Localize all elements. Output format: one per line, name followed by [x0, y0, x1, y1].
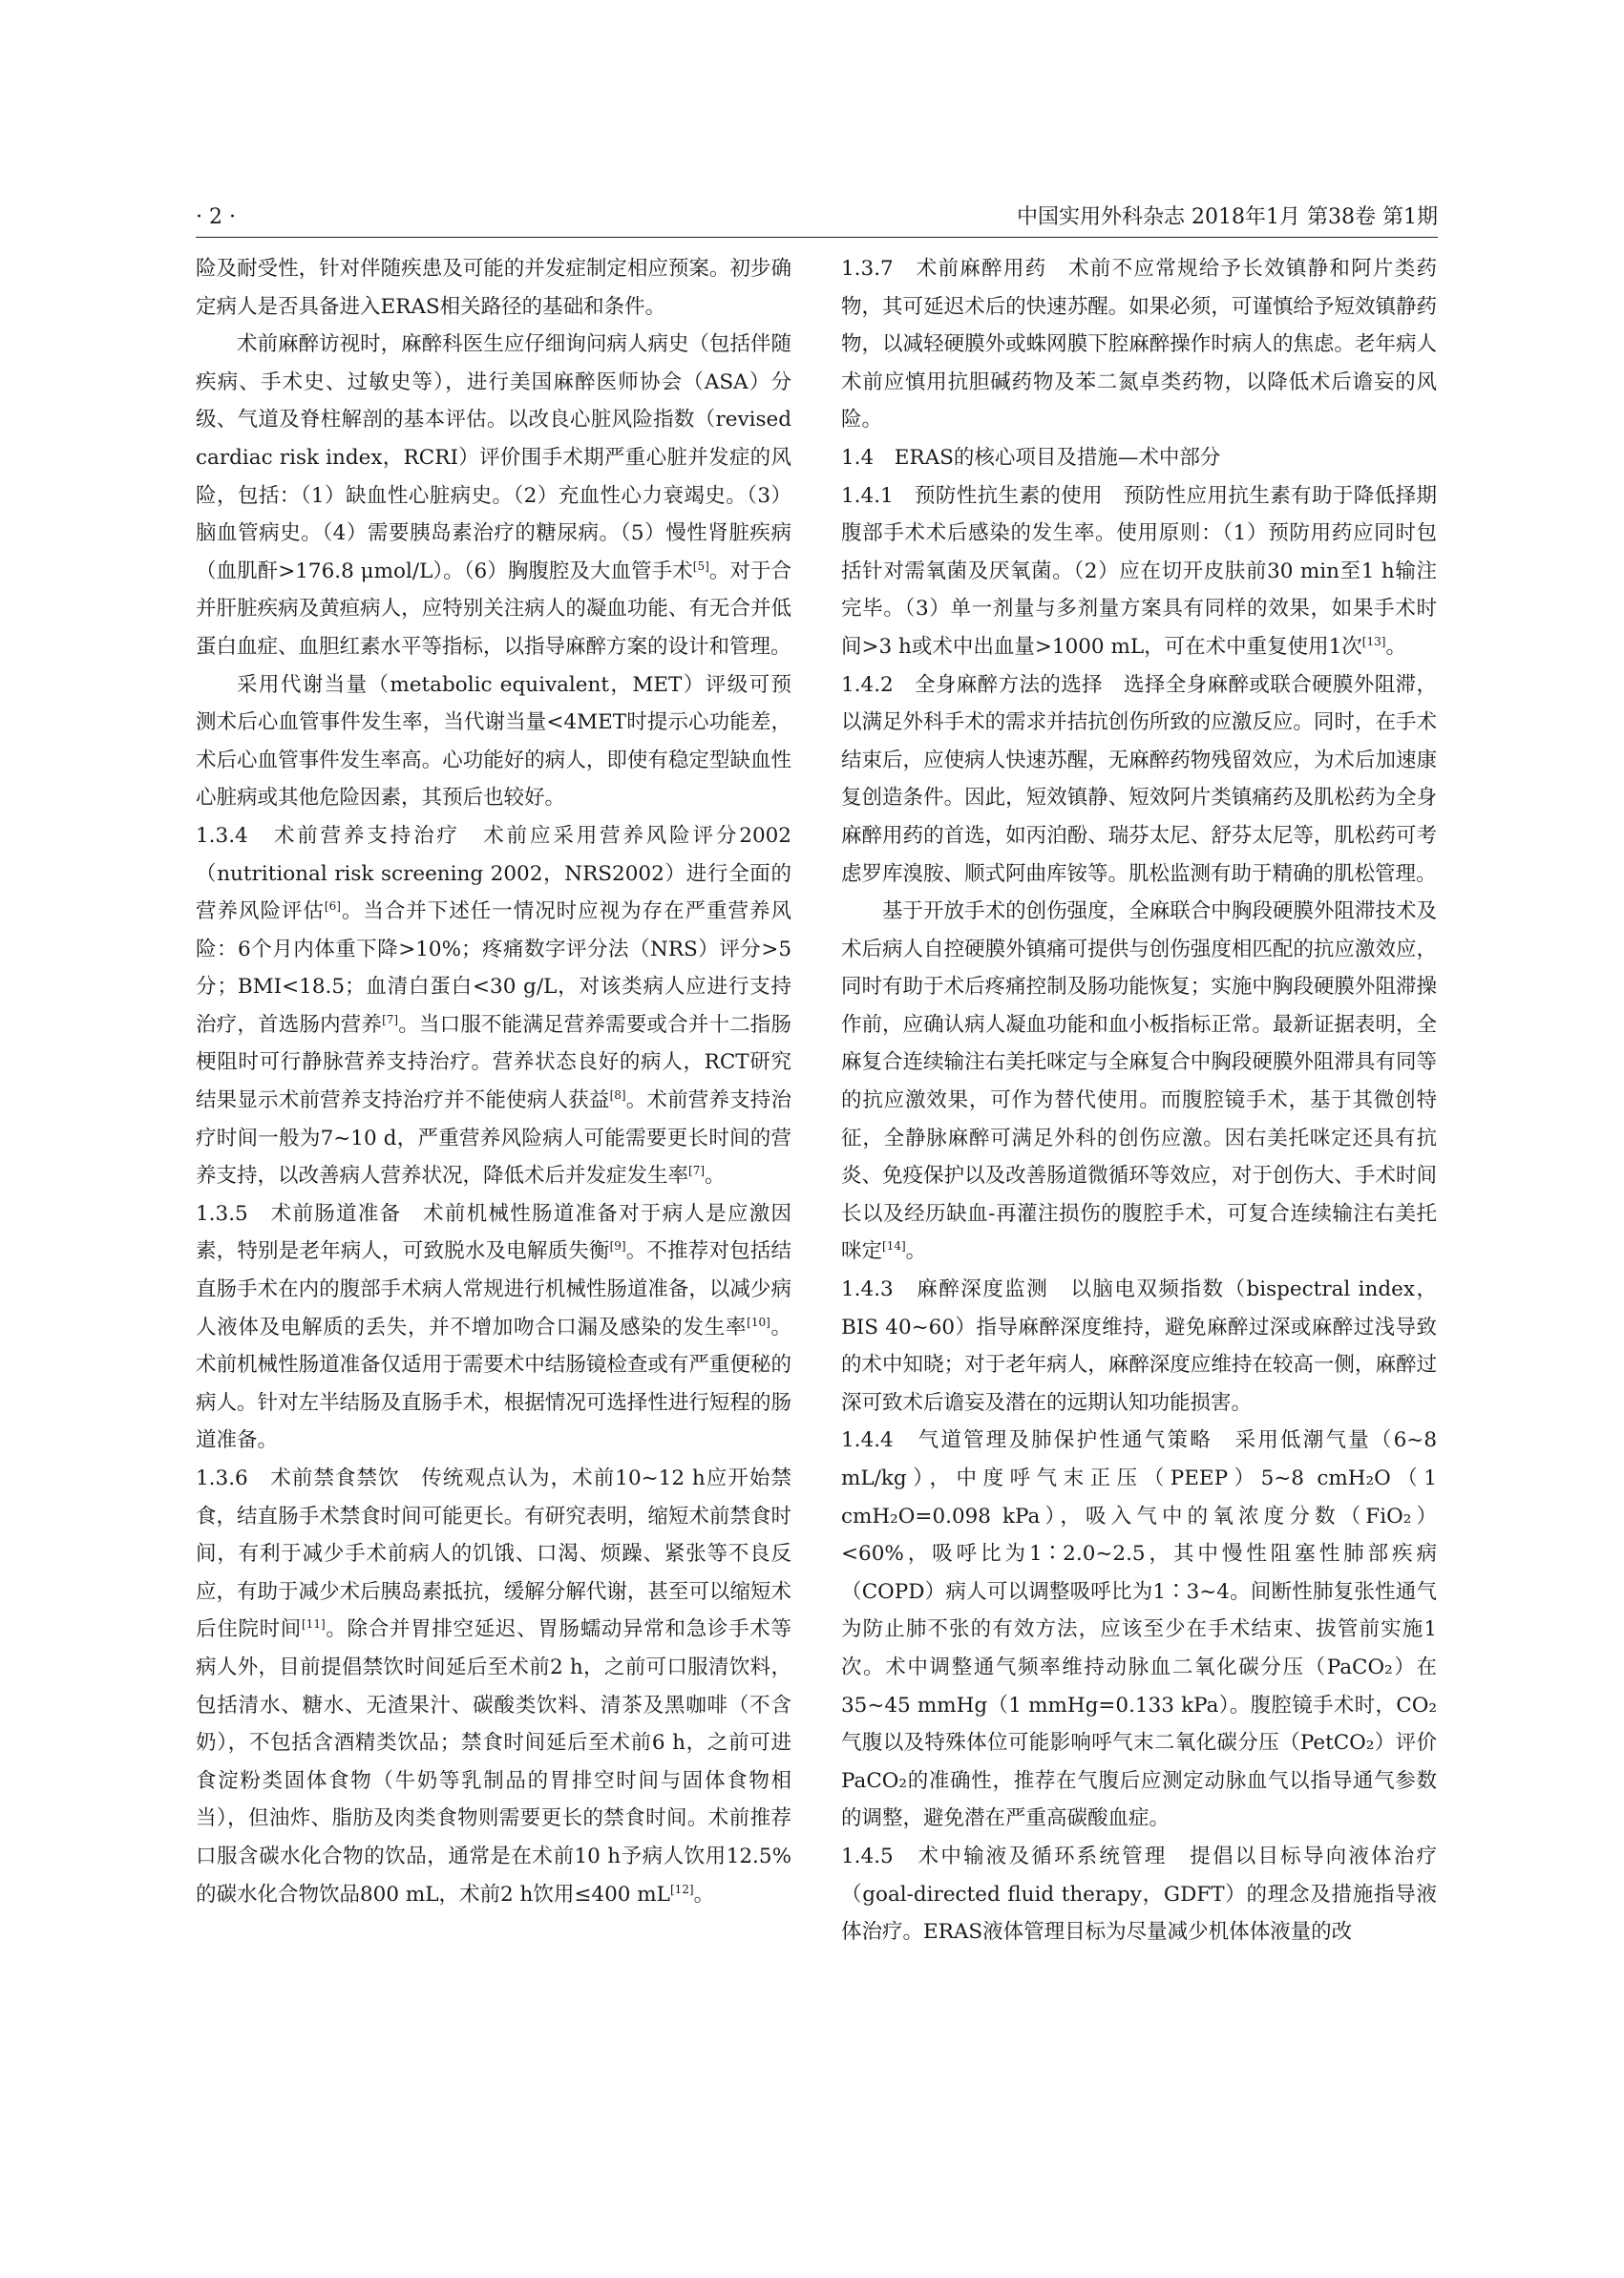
section-heading: 1.4.4 气道管理及肺保护性通气策略: [841, 1428, 1213, 1453]
section-heading: 1.3.6 术前禁食禁饮: [196, 1466, 400, 1490]
section-1-4-heading: 1.4 ERAS的核心项目及措施—术中部分: [841, 445, 1221, 470]
section-heading: 1.4.1 预防性抗生素的使用: [841, 483, 1104, 508]
citation[interactable]: [8]: [609, 1087, 626, 1102]
section-1-3-7: 1.3.7 术前麻醉用药 术前不应常规给予长效镇静和阿片类药物，其可延迟术后的快速苏醒。如果必须，可谨慎给予短效镇静药物，以减轻硬膜外或蛛网膜下腔麻醉操作时病人的焦虑。老年病人术前应慎用抗胆碱药物及苯二氮卓类药物，以降低术后谵妄的风险。: [841, 257, 1437, 432]
citation[interactable]: [12]: [669, 1882, 694, 1896]
citation[interactable]: [9]: [609, 1239, 626, 1254]
section-heading: 1.4.5 术中输液及循环系统管理: [841, 1844, 1168, 1868]
section-1-3-4: 1.3.4 术前营养支持治疗 术前应采用营养风险评分2002（nutritional risk screening 2002，NRS2002）进行全面的营养风险评估[6]。当合并下述任一情况时应视为存在严重营养风险：6个月内体重下降>10%；疼痛数字评分法（NRS）评分>5分；BMI<18.5；血清白蛋白<30 g/L，对该类病人应进行支持治疗，首选肠内营养[7]。当口服不能满足营养需要或合并十二指肠梗阻时可行静脉营养支持治疗。营养状态良好的病人，RCT研究结果显示术前营养支持治疗并不能使病人获益[8]。术前营养支持治疗时间一般为7~10 d，严重营养风险病人可能需要更长时间的营养支持，以改善病人营养状况，降低术后并发症发生率[7]。: [196, 823, 791, 1189]
page-header: [196, 200, 1438, 235]
paragraph: 采用代谢当量（metabolic equivalent，MET）评级可预测术后心血管事件发生率，当代谢当量<4MET时提示心功能差，术后心血管事件发生率高。心功能好的病人，即使有稳定型缺血性心脏病或其他危险因素，其预后也较好。: [196, 672, 791, 811]
section-heading: 1.4.2 全身麻醉方法的选择: [841, 672, 1104, 697]
section-1-3-5: 1.3.5 术前肠道准备 术前机械性肠道准备对于病人是应激因素，特别是老年病人，可致脱水及电解质失衡[9]。不推荐对包括结直肠手术在内的腹部手术病人常规进行机械性肠道准备，以减少病人液体及电解质的丢失，并不增加吻合口漏及感染的发生率[10]。术前机械性肠道准备仅适用于需要术中结肠镜检查或有严重便秘的病人。针对左半结肠及直肠手术，根据情况可选择性进行短程的肠道准备。: [196, 1201, 791, 1453]
section-1-4-5: 1.4.5 术中输液及循环系统管理 提倡以目标导向液体治疗（goal-directed fluid therapy，GDFT）的理念及措施指导液体治疗。ERAS液体管理目标为尽量减少机体体液量的改: [841, 1844, 1437, 1945]
citation[interactable]: [10]: [747, 1315, 770, 1329]
citation[interactable]: [6]: [324, 898, 341, 913]
citation[interactable]: [5]: [692, 559, 709, 573]
section-heading: 1.3.7 术前麻醉用药: [841, 257, 1047, 281]
citation[interactable]: [11]: [302, 1617, 326, 1632]
section-heading: 1.3.4 术前营养支持治疗: [196, 823, 460, 848]
citation[interactable]: [7]: [382, 1012, 399, 1026]
section-1-4-4: 1.4.4 气道管理及肺保护性通气策略 采用低潮气量（6~8 mL/kg），中度呼气末正压（PEEP）5~8 cmH₂O（1 cmH₂O=0.098 kPa），吸入气中的氧浓度分数（FiO₂）<60%，吸呼比为1∶2.0~2.5，其中慢性阻塞性肺部疾病（COPD）病人可以调整吸呼比为1∶3~4。间断性肺复张性通气为防止肺不张的有效方法，应该至少在手术结束、拔管前实施1次。术中调整通气频率维持动脉血二氧化碳分压（PaCO₂）在35~45 mmHg（1 mmHg=0.133 kPa）。腹腔镜手术时，CO₂气腹以及特殊体位可能影响呼气末二氧化碳分压（PetCO₂）评价PaCO₂的准确性，推荐在气腹后应测定动脉血气以指导通气参数的调整，避免潜在严重高碳酸血症。: [841, 1428, 1438, 1831]
section-heading: 1.3.5 术前肠道准备: [196, 1201, 402, 1226]
citation[interactable]: [7]: [688, 1164, 706, 1178]
section-heading: 1.4.3 麻醉深度监测: [841, 1277, 1049, 1302]
citation[interactable]: [13]: [1361, 634, 1386, 648]
left-column: [196, 250, 791, 1913]
right-column: [841, 250, 1437, 1951]
journal-info: 中国实用外科杂志 2018年1月 第38卷 第1期: [1017, 205, 1438, 229]
paragraph: 基于开放手术的创伤强度，全麻联合中胸段硬膜外阻滞技术及术后病人自控硬膜外镇痛可提供与创伤强度相匹配的抗应激效应，同时有助于术后疼痛控制及肠功能恢复；实施中胸段硬膜外阻滞操作前，应确认病人凝血功能和血小板指标正常。最新证据表明，全麻复合连续输注右美托咪定与全麻复合中胸段硬膜外阻滞具有同等的抗应激效果，可作为替代使用。而腹腔镜手术，基于其微创特征，全静脉麻醉可满足外科的创伤应激。因右美托咪定还具有抗炎、免疫保护以及改善肠道微循环等效应，对于创伤大、手术时间长以及经历缺血-再灌注损伤的腹腔手术，可复合连续输注右美托咪定[14]。: [841, 899, 1437, 1264]
section-1-4-3: 1.4.3 麻醉深度监测 以脑电双频指数（bispectral index，BIS 40~60）指导麻醉深度维持，避免麻醉过深或麻醉过浅导致的术中知晓；对于老年病人，麻醉深度应维持在较高一侧，麻醉过深可致术后谵妄及潜在的远期认知功能损害。: [841, 1277, 1437, 1415]
section-1-3-6: 1.3.6 术前禁食禁饮 传统观点认为，术前10~12 h应开始禁食，结直肠手术禁食时间可能更长。有研究表明，缩短术前禁食时间，有利于减少手术前病人的饥饿、口渴、烦躁、紧张等不良反应，有助于减少术后胰岛素抵抗，缓解分解代谢，甚至可以缩短术后住院时间[11]。除合并胃排空延迟、胃肠蠕动异常和急诊手术等病人外，目前提倡禁饮时间延后至术前2 h，之前可口服清饮料，包括清水、糖水、无渣果汁、碳酸类饮料、清茶及黑咖啡（不含奶），不包括含酒精类饮品；禁食时间延后至术前6 h，之前可进食淀粉类固体食物（牛奶等乳制品的胃排空时间与固体食物相当），但油炸、脂肪及肉类食物则需要更长的禁食时间。术前推荐口服含碳水化合物的饮品，通常是在术前10 h予病人饮用12.5%的碳水化合物饮品800 mL，术前2 h饮用≤400 mL[12]。: [196, 1466, 791, 1907]
page-number: · 2 ·: [196, 205, 236, 229]
header-rule: [196, 237, 1438, 238]
paragraph: 术前麻醉访视时，麻醉科医生应仔细询问病人病史（包括伴随疾病、手术史、过敏史等），进行美国麻醉医师协会（ASA）分级、气道及脊柱解剖的基本评估。以改良心脏风险指数（revised cardiac risk index，RCRI）评价围手术期严重心脏并发症的风险，包括：（1）缺血性心脏病史。（2）充血性心力衰竭史。（3）脑血管病史。（4）需要胰岛素治疗的糖尿病。（5）慢性肾脏疾病（血肌酐>176.8 μmol/L）。（6）胸腹腔及大血管手术[5]。对于合并肝脏疾病及黄疸病人，应特别关注病人的凝血功能、有无合并低蛋白血症、血胆红素水平等指标，以指导麻醉方案的设计和管理。: [196, 332, 791, 659]
section-1-4-2: 1.4.2 全身麻醉方法的选择 选择全身麻醉或联合硬膜外阻滞，以满足外科手术的需求并拮抗创伤所致的应激反应。同时，在手术结束后，应使病人快速苏醒，无麻醉药物残留效应，为术后加速康复创造条件。因此，短效镇静、短效阿片类镇痛药及肌松药为全身麻醉用药的首选，如丙泊酚、瑞芬太尼、舒芬太尼等，肌松药可考虑罗库溴胺、顺式阿曲库铵等。肌松监测有助于精确的肌松管理。: [841, 672, 1437, 886]
section-1-4-1: 1.4.1 预防性抗生素的使用 预防性应用抗生素有助于降低择期腹部手术术后感染的发生率。使用原则：（1）预防用药应同时包括针对需氧菌及厌氧菌。（2）应在切开皮肤前30 min至1 h输注完毕。（3）单一剂量与多剂量方案具有同样的效果，如果手术时间>3 h或术中出血量>1000 mL，可在术中重复使用1次[13]。: [841, 483, 1437, 659]
paragraph: 险及耐受性，针对伴随疾患及可能的并发症制定相应预案。初步确定病人是否具备进入ERAS相关路径的基础和条件。: [196, 257, 791, 319]
citation[interactable]: [14]: [882, 1239, 906, 1254]
